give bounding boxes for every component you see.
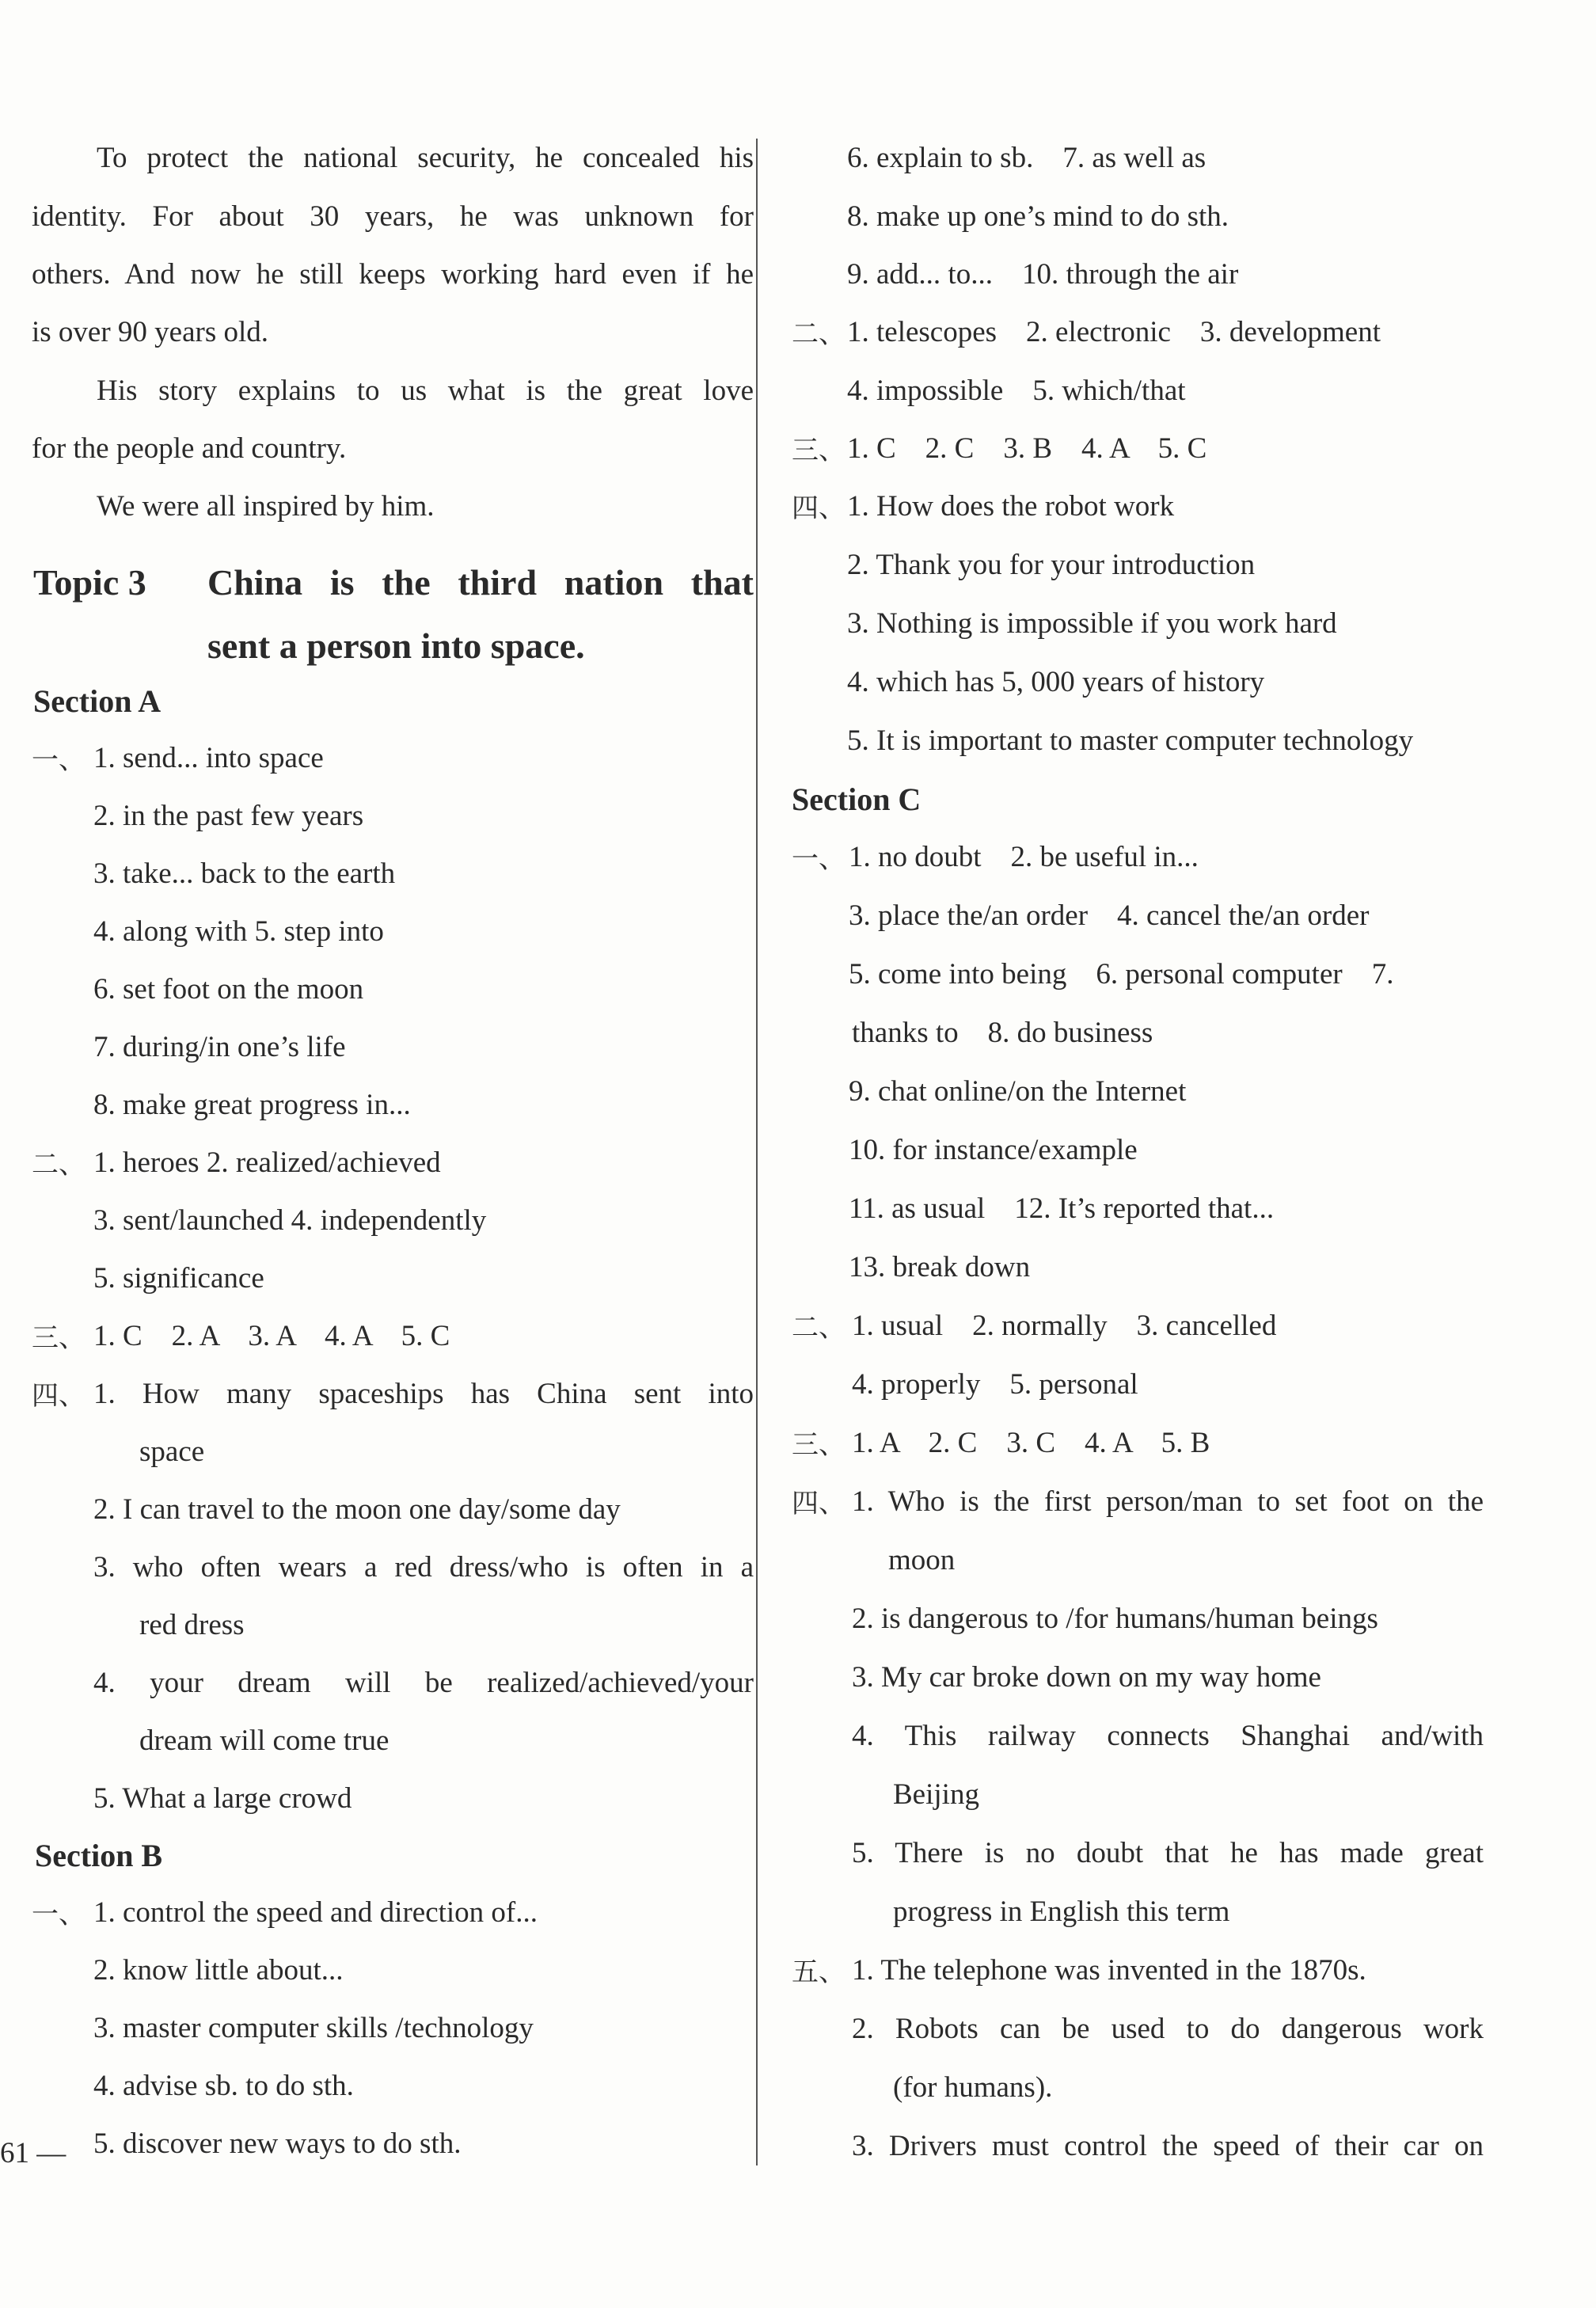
- answer-item: 1. telescopes 2. electronic 3. development: [847, 316, 1381, 348]
- answer-item: 3. take... back to the earth: [93, 857, 396, 890]
- answer-item: 1. control the speed and direction of...: [93, 1896, 538, 1929]
- part-marker: 一、: [792, 843, 846, 875]
- topic-label: Topic 3: [33, 562, 146, 603]
- answer-item: 4. along with 5. step into: [93, 915, 384, 948]
- answer-item: 3. My car broke down on my way home: [852, 1661, 1321, 1694]
- answer-item: 4. your dream will be realized/achieved/your: [93, 1667, 754, 1699]
- answer-item: 3. Drivers must control the speed of their car on: [852, 2130, 1484, 2162]
- column-divider: [756, 139, 758, 2165]
- answer-item: 4. properly 5. personal: [852, 1368, 1138, 1401]
- answer-item: 5. discover new ways to do sth.: [93, 2127, 462, 2160]
- part-marker: 二、: [792, 318, 846, 350]
- part-marker: 五、: [792, 1956, 846, 1988]
- answer-item: 3. who often wears a red dress/who is often in a: [93, 1551, 754, 1584]
- answer-item: 4. which has 5, 000 years of history: [847, 666, 1265, 698]
- answer-item: 5. What a large crowd: [93, 1782, 352, 1815]
- answer-item: 1. C 2. A 3. A 4. A 5. C: [93, 1320, 450, 1352]
- answer-item: 1. send... into space: [93, 742, 324, 774]
- part-marker: 四、: [792, 1488, 846, 1519]
- part-marker: 二、: [32, 1149, 86, 1181]
- answer-item: 6. set foot on the moon: [93, 973, 364, 1006]
- answer-item: 1. How many spaceships has China sent into: [93, 1378, 754, 1410]
- part-marker: 一、: [32, 1899, 86, 1930]
- answer-item: 3. sent/launched 4. independently: [93, 1204, 487, 1237]
- answer-item: Beijing: [893, 1778, 979, 1811]
- answer-item: 1. C 2. C 3. B 4. A 5. C: [847, 432, 1207, 465]
- answer-item: 3. master computer skills /technology: [93, 2012, 534, 2044]
- page-number: 61 —: [0, 2137, 66, 2169]
- paragraph-line: His story explains to us what is the great love: [97, 375, 754, 407]
- answer-item: 2. Thank you for your introduction: [847, 549, 1256, 581]
- answer-item: 4. This railway connects Shanghai and/with: [852, 1720, 1484, 1752]
- answer-item: 5. come into being 6. personal computer 7.: [849, 958, 1394, 991]
- paragraph-line: others. And now he still keeps working hard even if he: [32, 258, 754, 291]
- answer-item: 9. add... to... 10. through the air: [847, 258, 1239, 291]
- answer-item: 7. during/in one’s life: [93, 1031, 346, 1063]
- section-heading: Section A: [33, 683, 162, 719]
- answer-item: 3. Nothing is impossible if you work hard: [847, 607, 1337, 640]
- answer-item: progress in English this term: [893, 1895, 1230, 1928]
- answer-item: 2. know little about...: [93, 1954, 344, 1987]
- part-marker: 三、: [792, 435, 846, 466]
- answer-item: 1. Who is the first person/man to set foot on the: [852, 1485, 1484, 1518]
- answer-item: 2. I can travel to the moon one day/some day: [93, 1493, 621, 1526]
- paragraph-line: is over 90 years old.: [32, 316, 269, 348]
- part-marker: 一、: [32, 744, 86, 776]
- section-heading: Section B: [35, 1838, 163, 1873]
- answer-item: 1. The telephone was invented in the 1870s.: [852, 1954, 1366, 1987]
- answer-item: thanks to 8. do business: [852, 1017, 1153, 1049]
- answer-item: 4. advise sb. to do sth.: [93, 2070, 354, 2102]
- answer-item: 2. is dangerous to /for humans/human beings: [852, 1603, 1378, 1635]
- answer-item: 13. break down: [849, 1251, 1031, 1283]
- answer-item: 4. impossible 5. which/that: [847, 375, 1186, 407]
- answer-item: 1. no doubt 2. be useful in...: [849, 841, 1199, 873]
- answer-item: 2. Robots can be used to do dangerous work: [852, 2013, 1484, 2045]
- answer-item: red dress: [139, 1609, 245, 1641]
- answer-item: (for humans).: [893, 2071, 1053, 2104]
- answer-item: space: [139, 1435, 205, 1468]
- answer-item: 6. explain to sb. 7. as well as: [847, 142, 1206, 174]
- answer-item: dream will come true: [139, 1724, 390, 1757]
- answer-item: 9. chat online/on the Internet: [849, 1075, 1187, 1108]
- part-marker: 三、: [32, 1322, 86, 1354]
- answer-item: 3. place the/an order 4. cancel the/an order: [849, 899, 1370, 932]
- answer-item: 8. make great progress in...: [93, 1089, 411, 1121]
- answer-item: 1. heroes 2. realized/achieved: [93, 1146, 441, 1179]
- part-marker: 四、: [792, 492, 846, 524]
- part-marker: 四、: [32, 1380, 86, 1412]
- paragraph-line: To protect the national security, he concealed his: [97, 142, 754, 174]
- answer-item: 5. There is no doubt that he has made great: [852, 1837, 1484, 1869]
- answer-item: moon: [888, 1544, 956, 1576]
- part-marker: 二、: [792, 1312, 846, 1344]
- paragraph-line: identity. For about 30 years, he was unknown for: [32, 200, 754, 233]
- topic-title: sent a person into space.: [207, 625, 585, 666]
- answer-item: 8. make up one’s mind to do sth.: [847, 200, 1229, 233]
- topic-title: China is the third nation that: [207, 562, 754, 603]
- answer-item: 1. usual 2. normally 3. cancelled: [852, 1310, 1277, 1342]
- answer-item: 2. in the past few years: [93, 800, 364, 832]
- answer-item: 1. A 2. C 3. C 4. A 5. B: [852, 1427, 1210, 1459]
- answer-item: 5. It is important to master computer technology: [847, 724, 1414, 757]
- answer-item: 10. for instance/example: [849, 1134, 1138, 1166]
- answer-item: 1. How does the robot work: [847, 490, 1175, 523]
- paragraph-line: We were all inspired by him.: [97, 490, 435, 523]
- answer-item: 5. significance: [93, 1262, 264, 1295]
- paragraph-line: for the people and country.: [32, 432, 347, 465]
- section-heading: Section C: [792, 781, 922, 817]
- part-marker: 三、: [792, 1429, 846, 1461]
- answer-item: 11. as usual 12. It’s reported that...: [849, 1192, 1275, 1225]
